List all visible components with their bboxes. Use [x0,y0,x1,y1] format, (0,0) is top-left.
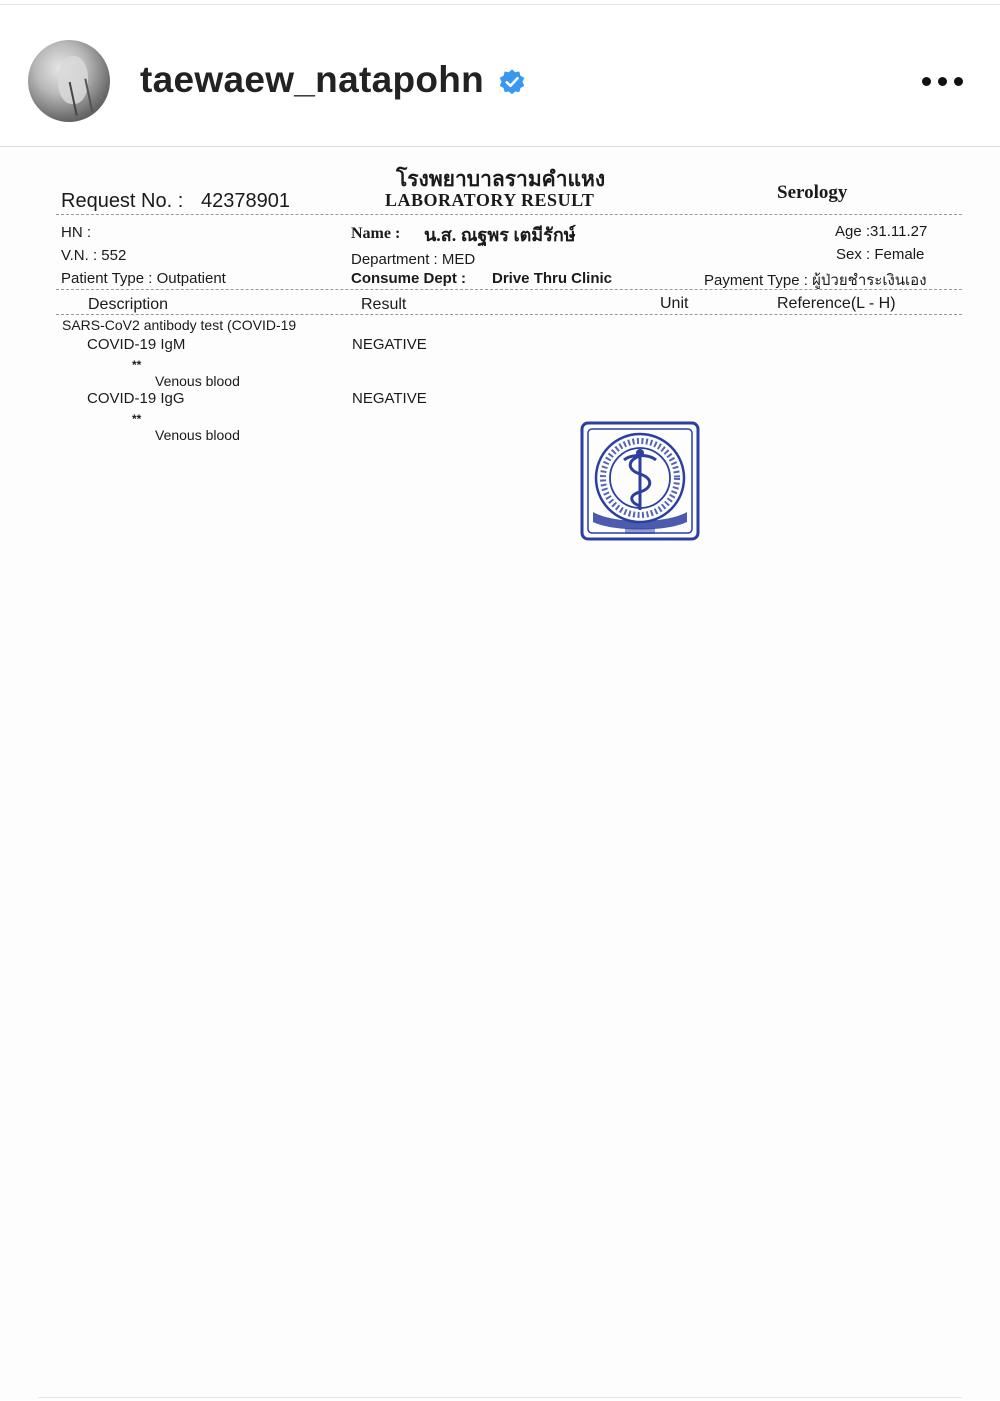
patient-type: Patient Type : Outpatient [61,270,226,287]
dashed-divider [56,289,962,290]
payment-type: Payment Type : ผู้ป่วยชำระเงินเอง [704,272,927,289]
column-description: Description [88,296,169,313]
dashed-divider [56,214,962,215]
test-specimen: Venous blood [155,373,240,389]
bottom-border [38,1397,962,1398]
name-label: Name : [351,225,401,242]
verified-badge-icon [498,68,526,96]
more-dot [954,77,963,86]
test-name: COVID-19 IgG [87,390,185,407]
test-result: NEGATIVE [352,336,427,353]
test-result: NEGATIVE [352,390,427,407]
column-reference: Reference(L - H) [777,295,896,312]
patient-age: Age :31.11.27 [835,223,928,240]
test-group-name: SARS-CoV2 antibody test (COVID-19 [62,317,297,333]
more-options-icon[interactable] [918,66,966,96]
hospital-name: โรงพยาบาลรามคำแหง [396,167,606,191]
document-title: LABORATORY RESULT [385,190,595,210]
avatar-hand-shape [69,79,94,116]
post-header [0,6,1000,146]
section-name: Serology [777,182,848,203]
dashed-divider [56,314,962,315]
header-divider [0,146,1000,147]
column-result: Result [361,296,407,313]
test-marker: ** [132,358,142,372]
test-specimen: Venous blood [155,427,240,443]
hn-label: HN : [61,224,91,241]
patient-name: น.ส. ณฐพร เตมีรักษ์ [424,225,576,245]
vn-number: V.N. : 552 [61,247,127,264]
department: Department : MED [351,251,476,268]
test-marker: ** [132,412,142,426]
more-dot [922,77,931,86]
profile-avatar[interactable] [28,40,110,122]
consume-dept-value: Drive Thru Clinic [492,270,613,287]
request-label: Request No. : [61,190,184,212]
more-dot [938,77,947,86]
column-unit: Unit [660,295,689,312]
hospital-stamp-seal [579,420,701,542]
consume-dept-label: Consume Dept : [351,270,467,287]
top-border [0,4,1000,5]
patient-sex: Sex : Female [836,246,925,263]
request-number: 42378901 [201,190,290,212]
profile-username[interactable]: taewaew_natapohn [140,59,485,100]
test-name: COVID-19 IgM [87,336,186,353]
